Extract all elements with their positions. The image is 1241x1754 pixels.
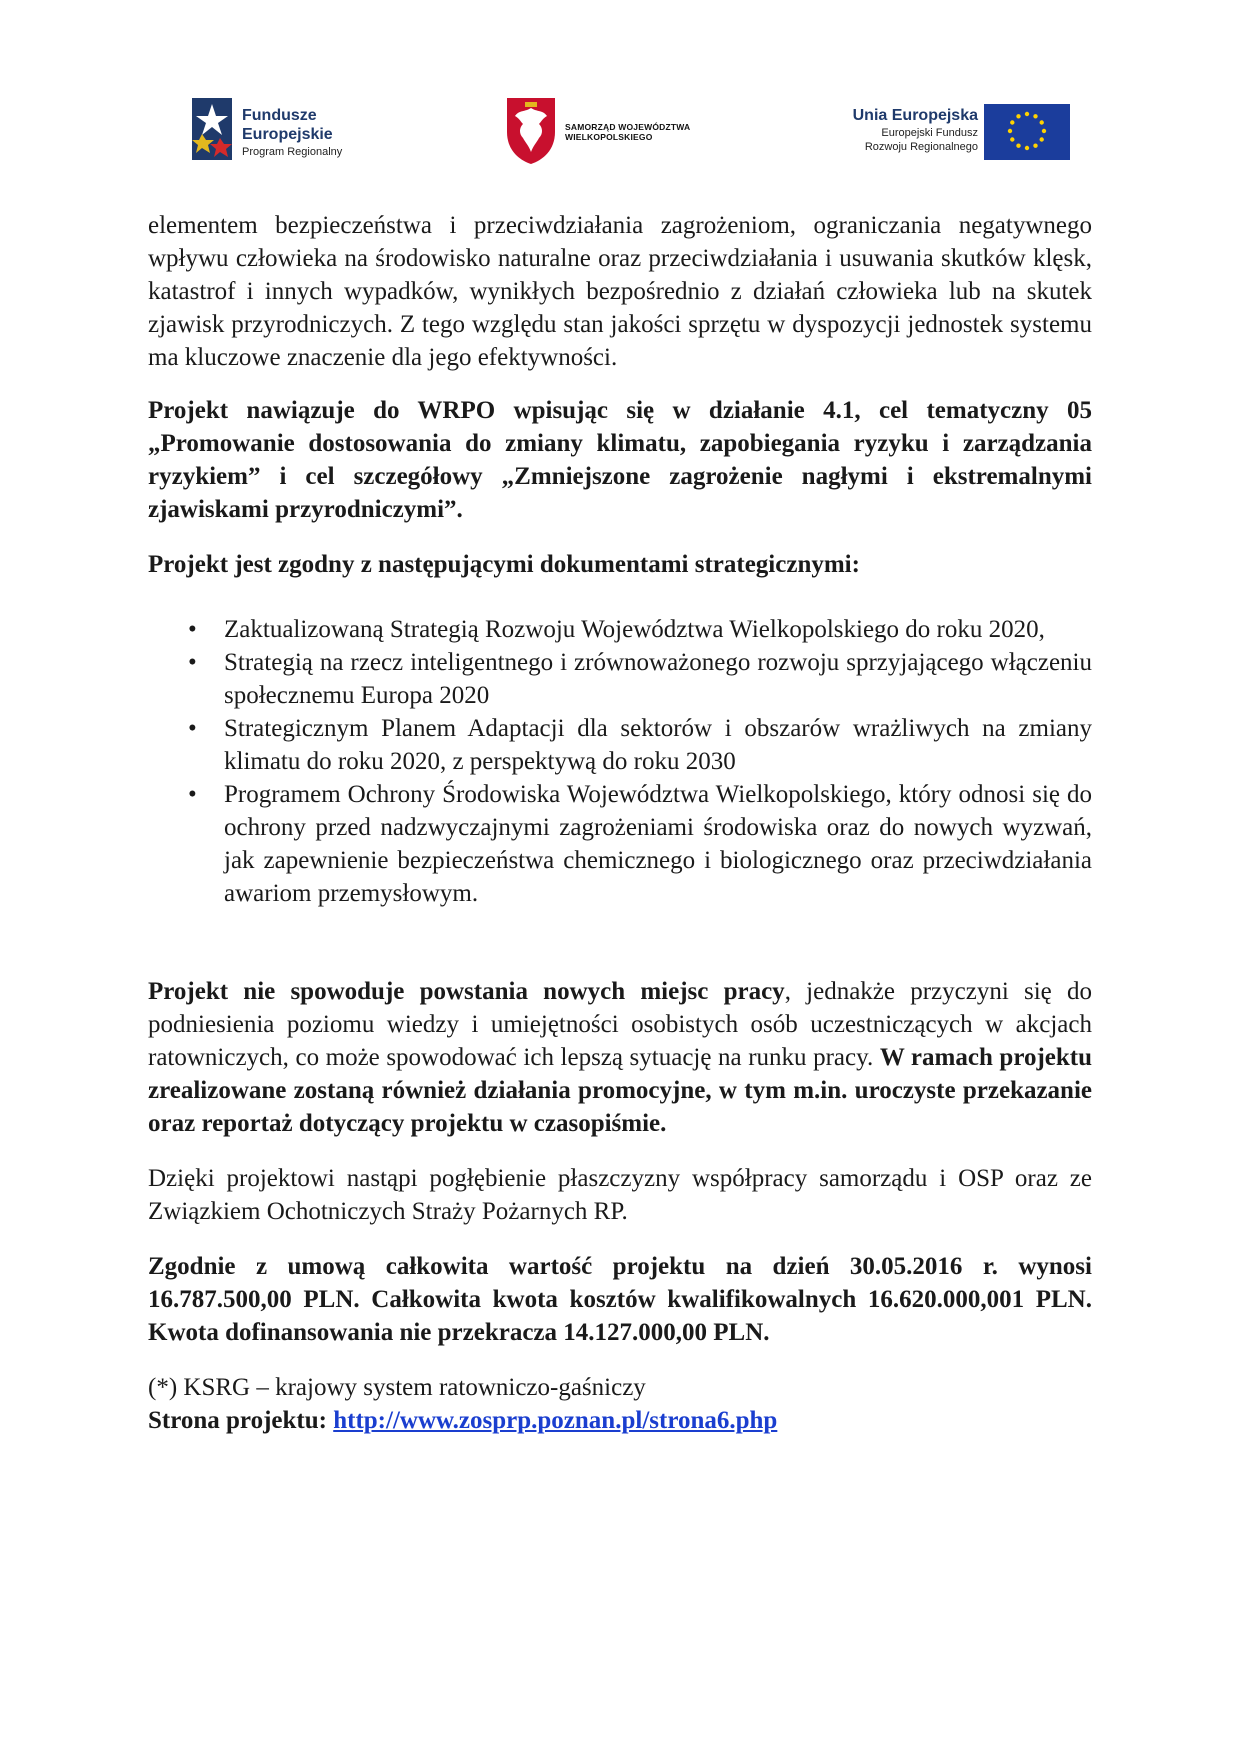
jobs-regular-text: , jednakże przyczyni się do podniesienia poziomu wiedzy i umiejętności osobistych osób uczestniczących w akcjach ratowniczych, co może spowodować ich lepszą sytuację na runku pracy.: [148, 978, 1092, 1071]
fe-line3: Program Regionalny: [242, 146, 343, 158]
paragraph-cooperation: Dzięki projektowi nastąpi pogłębienie płaszczyzny współpracy samorządu i OSP oraz ze Związkiem Ochotniczych Straży Pożarnych RP.: [148, 1165, 1092, 1225]
unia-europejska-text: [853, 106, 978, 154]
samorzad-wojewodztwa-text: [565, 122, 690, 142]
list-item: • Programem Ochrony Środowiska Województwa Wielkopolskiego, który odnosi się do ochrony przed nadzwyczajnymi zagrożeniami środowiska oraz do nowych wyzwań, jak zapewnienie bezpieczeństwa chemicznego i biologicznego oraz przeciwdziałania awariom przemysłowym.: [148, 778, 1092, 910]
paragraph-project-value: Zgodnie z umową całkowita wartość projektu na dzień 30.05.2016 r. wynosi 16.787.500,00 PLN. Całkowita kwota kosztów kwalifikowalnych 16.620.000,001 PLN. Kwota dofinansowania nie przekracza 14.127.000,00 PLN.: [148, 1253, 1092, 1346]
eu-flag-icon: [984, 104, 1070, 160]
project-site-link[interactable]: http://www.zosprp.poznan.pl/strona6.php: [333, 1407, 778, 1434]
fundusze-europejskie-star-icon: [192, 96, 238, 166]
sw-line2: WIELKOPOLSKIEGO: [565, 132, 653, 142]
paragraph-wrpo: Projekt nawiązuje do WRPO wpisując się w działanie 4.1, cel tematyczny 05 „Promowanie dostosowania do zmiany klimatu, zapobiegania ryzyku i zarządzania ryzykiem” i cel szczegółowy „Zmniejszone zagrożenie nagłymi i ekstremalnymi zjawiskami przyrodniczymi”.: [148, 397, 1092, 523]
wielkopolska-coat-of-arms-icon: [505, 96, 557, 166]
ue-line3: Rozwoju Regionalnego: [864, 141, 978, 153]
project-site-line: [148, 1404, 1092, 1437]
list-item: • Strategią na rzecz inteligentnego i zrównoważonego rozwoju sprzyjającego włączeniu społecznemu Europa 2020: [148, 646, 1092, 712]
strategic-documents-list: [148, 613, 1092, 910]
list-item: • Zaktualizowaną Strategią Rozwoju Województwa Wielkopolskiego do roku 2020,: [148, 613, 1092, 646]
list-item: • Strategicznym Planem Adaptacji dla sektorów i obszarów wrażliwych na zmiany klimatu do roku 2020, z perspektywą do roku 2030: [148, 712, 1092, 778]
paragraph-intro: elementem bezpieczeństwa i przeciwdziałania zagrożeniom, ograniczania negatywnego wpływu człowieka na środowisko naturalne oraz przeciwdziałania i usuwania skutków klęsk, katastrof i innych wypadków, wynikłych bezpośrednio z działań człowieka lub na skutek zjawisk przyrodniczych. Z tego względu stan jakości sprzętu w dyspozycji jednostek systemu ma kluczowe znaczenie dla jego efektywności.: [148, 212, 1092, 371]
fe-line2: Europejskie: [242, 126, 333, 143]
fe-line1: Fundusze: [242, 107, 317, 124]
project-site-label: Strona projektu:: [148, 1407, 327, 1434]
paragraph-jobs: [148, 975, 1092, 1140]
sw-line1: SAMORZĄD WOJEWÓDZTWA: [565, 122, 691, 132]
header-logos: [0, 96, 1241, 176]
footnote-ksrg: (*) KSRG – krajowy system ratowniczo-gaśniczy: [148, 1374, 646, 1401]
document-body: [148, 209, 1092, 1437]
ue-line2: Europejski Fundusz: [881, 127, 978, 139]
fundusze-europejskie-text: [242, 106, 342, 160]
samorzad-wojewodztwa-logo: [505, 96, 725, 168]
strategic-documents-heading: Projekt jest zgodny z następującymi dokumentami strategicznymi:: [148, 551, 860, 578]
jobs-bold-lead: Projekt nie spowoduje powstania nowych miejsc pracy: [148, 978, 785, 1005]
unia-europejska-logo: [830, 96, 1080, 168]
jobs-bold-promo: W ramach projektu zrealizowane zostaną również działania promocyjne, w tym m.in. uroczyste przekazanie oraz reportaż dotyczący projektu w czasopiśmie.: [148, 1044, 1093, 1137]
ue-line1: Unia Europejska: [852, 107, 978, 124]
fundusze-europejskie-logo: [192, 96, 392, 168]
